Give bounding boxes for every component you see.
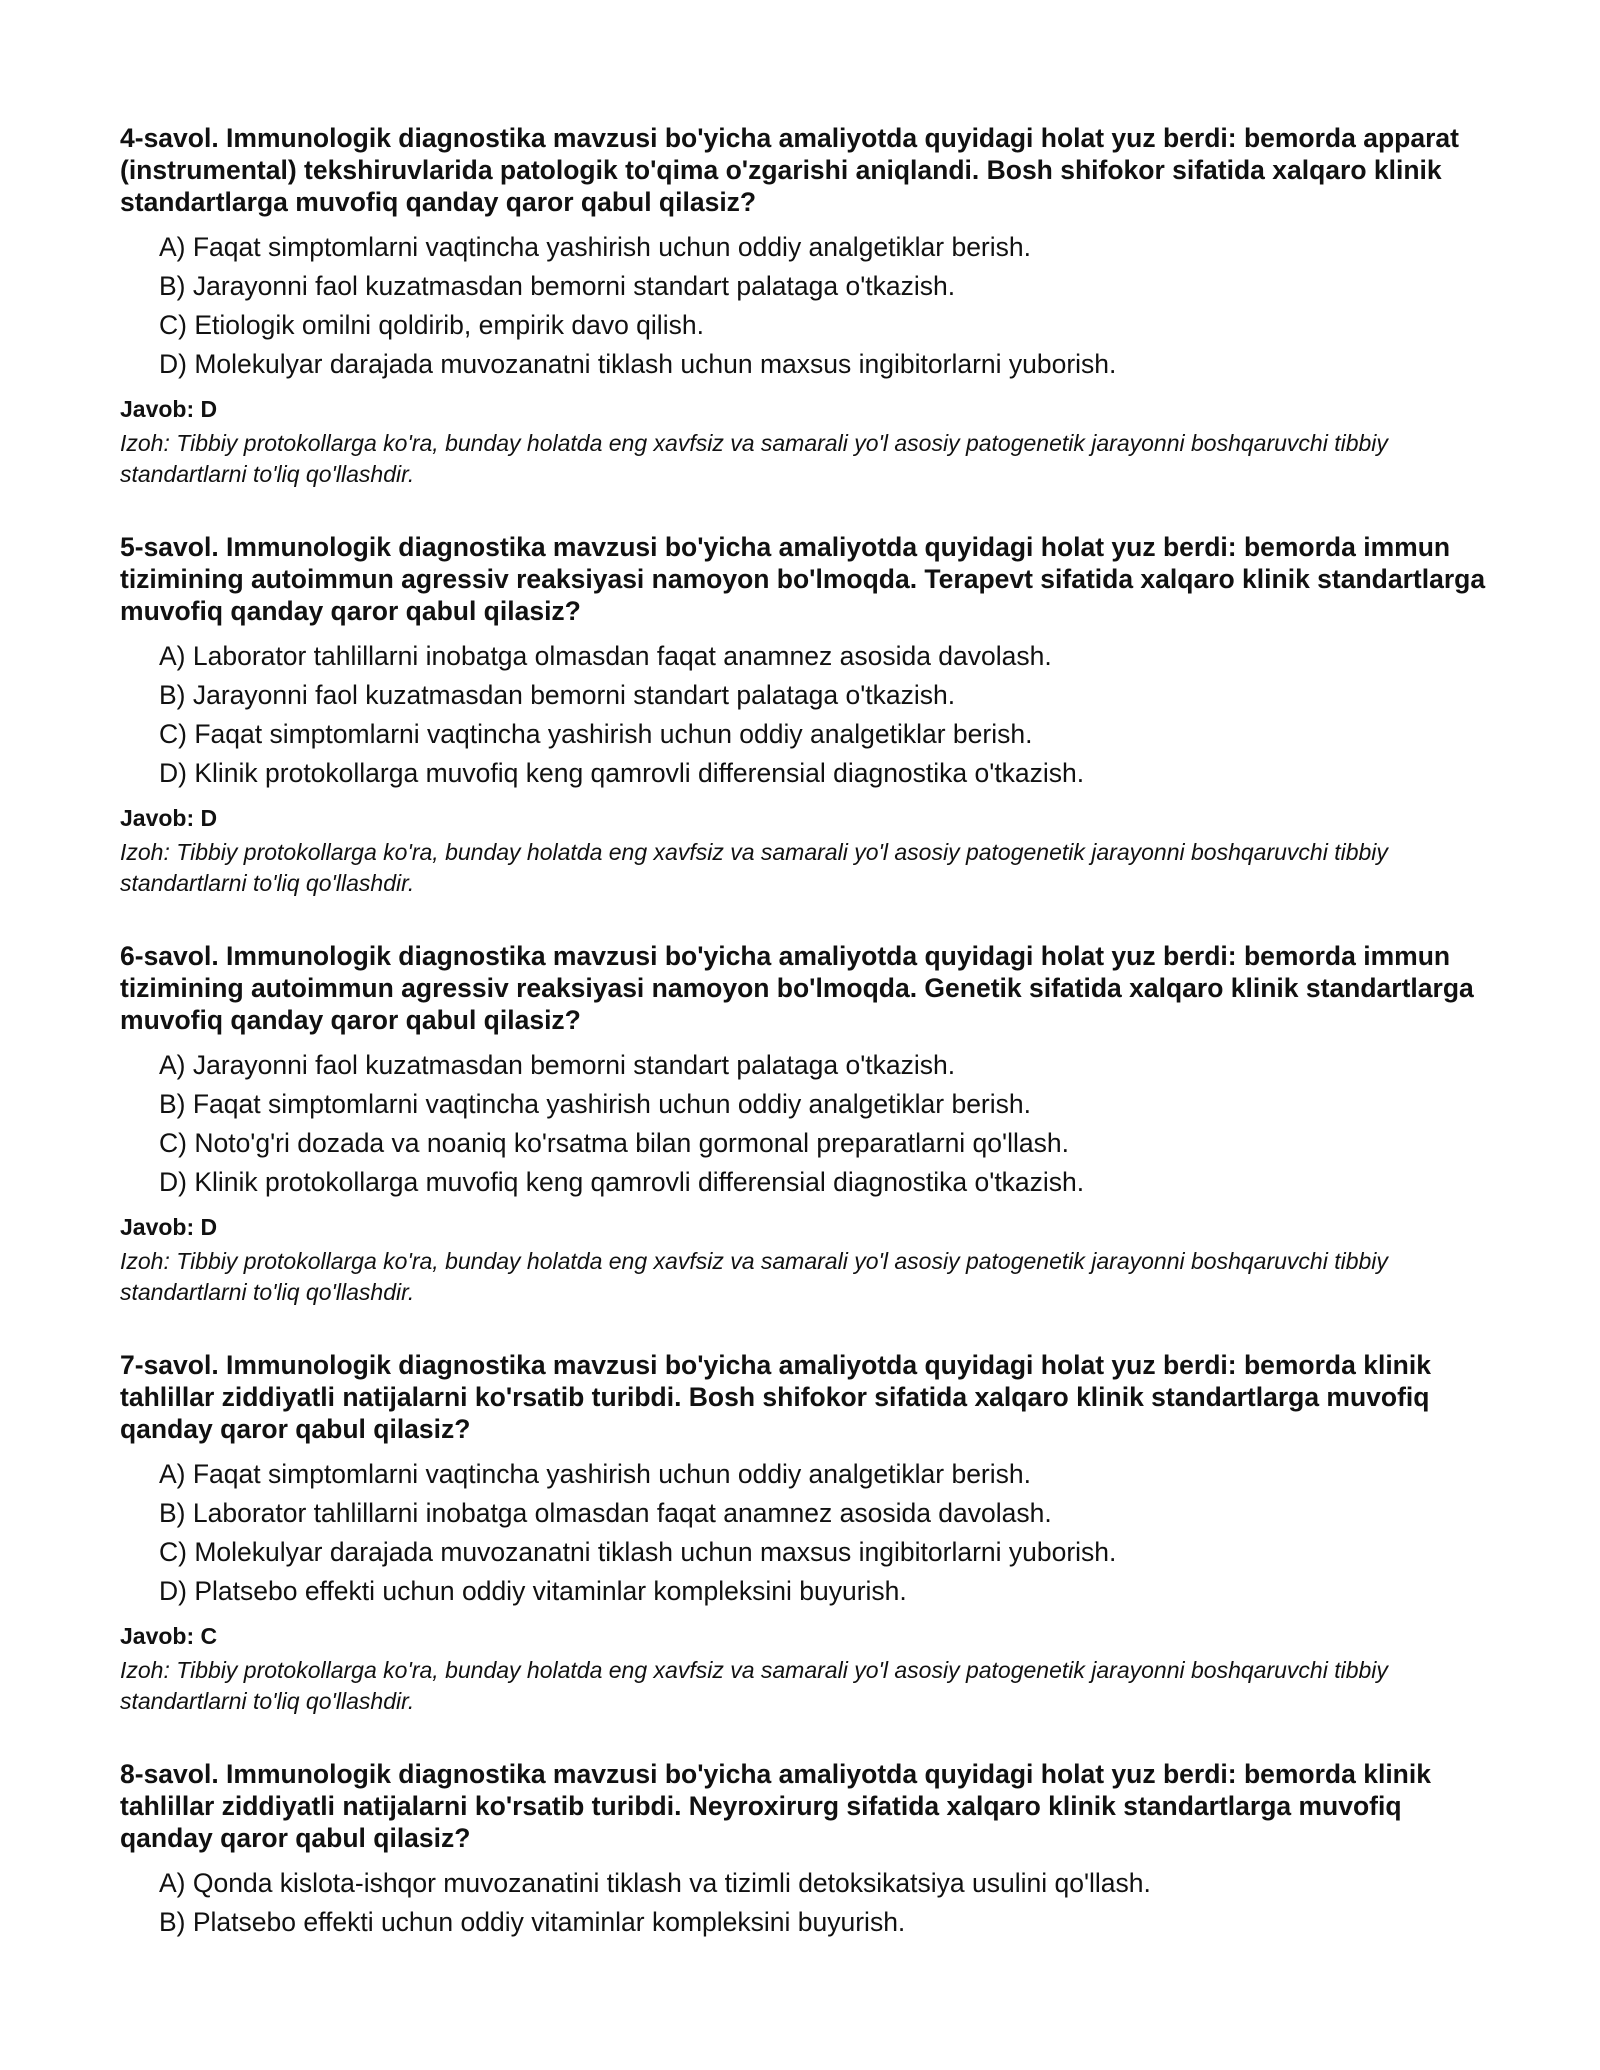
question-text: 8-savol. Immunologik diagnostika mavzusi bo'yicha amaliyotda quyidagi holat yuz berdi: bemorda klinik tahlillar ziddiyatli natijalarni ko'rsatib turibdi. Neyroxirurg sifatida xalqaro klinik standartlarga muvofiq qanday qaror qabul qilasiz? <box>120 1759 1431 1853</box>
question-text: 4-savol. Immunologik diagnostika mavzusi bo'yicha amaliyotda quyidagi holat yuz berdi: bemorda apparat (instrumental) tekshiruvlarida patologik to'qima o'zgarishi aniqlandi. Bosh shifokor sifatida xalqaro klinik standartlarga muvofiq qanday qaror qabul qilasiz? <box>120 123 1459 217</box>
option-c: C) Etiologik omilni qoldirib, empirik davo qilish. <box>159 310 704 340</box>
option-d: D) Molekulyar darajada muvozanatni tiklash uchun maxsus ingibitorlarni yuborish. <box>159 349 1117 379</box>
option-a: A) Laborator tahlillarni inobatga olmasdan faqat anamnez asosida davolash. <box>159 641 1052 671</box>
option-b: B) Platsebo effekti uchun oddiy vitaminlar kompleksini buyurish. <box>159 1907 906 1937</box>
explanation-note: Izoh: Tibbiy protokollarga ko'ra, bunday holatda eng xavfsiz va samarali yo'l asosiy patogenetik jarayonni boshqaruvchi tibbiy standartlarni to'liq qo'llashdir. <box>120 839 1388 896</box>
question-block <box>120 940 1500 1308</box>
question-text: 7-savol. Immunologik diagnostika mavzusi bo'yicha amaliyotda quyidagi holat yuz berdi: bemorda klinik tahlillar ziddiyatli natijalarni ko'rsatib turibdi. Bosh shifokor sifatida xalqaro klinik standartlarga muvofiq qanday qaror qabul qilasiz? <box>120 1350 1431 1444</box>
option-a: A) Qonda kislota-ishqor muvozanatini tiklash va tizimli detoksikatsiya usulini qo'llash. <box>159 1868 1151 1898</box>
option-d: D) Klinik protokollarga muvofiq keng qamrovli differensial diagnostika o'tkazish. <box>159 1167 1085 1197</box>
options-list <box>120 228 1500 384</box>
option-d: D) Klinik protokollarga muvofiq keng qamrovli differensial diagnostika o'tkazish. <box>159 758 1085 788</box>
answer-text: Javob: D <box>120 1214 218 1240</box>
question-block <box>120 531 1500 899</box>
option-d: D) Platsebo effekti uchun oddiy vitaminlar kompleksini buyurish. <box>159 1576 907 1606</box>
answer-text: Javob: C <box>120 1623 218 1649</box>
answer-text: Javob: D <box>120 805 218 831</box>
options-list <box>120 1046 1500 1202</box>
explanation-note: Izoh: Tibbiy protokollarga ko'ra, bunday holatda eng xavfsiz va samarali yo'l asosiy patogenetik jarayonni boshqaruvchi tibbiy standartlarni to'liq qo'llashdir. <box>120 1248 1388 1305</box>
option-a: A) Faqat simptomlarni vaqtincha yashirish uchun oddiy analgetiklar berish. <box>159 232 1031 262</box>
option-c: C) Faqat simptomlarni vaqtincha yashirish uchun oddiy analgetiklar berish. <box>159 719 1033 749</box>
option-a: A) Faqat simptomlarni vaqtincha yashirish uchun oddiy analgetiklar berish. <box>159 1459 1031 1489</box>
options-list <box>120 1864 1500 1942</box>
question-text: 5-savol. Immunologik diagnostika mavzusi bo'yicha amaliyotda quyidagi holat yuz berdi: bemorda immun tizimining autoimmun agressiv reaksiyasi namoyon bo'lmoqda. Terapevt sifatida xalqaro klinik standartlarga muvofiq qanday qaror qabul qilasiz? <box>120 532 1486 626</box>
option-b: B) Faqat simptomlarni vaqtincha yashirish uchun oddiy analgetiklar berish. <box>159 1089 1031 1119</box>
option-b: B) Laborator tahlillarni inobatga olmasdan faqat anamnez asosida davolash. <box>159 1498 1052 1528</box>
options-list <box>120 1455 1500 1611</box>
option-c: C) Molekulyar darajada muvozanatni tiklash uchun maxsus ingibitorlarni yuborish. <box>159 1537 1117 1567</box>
question-block <box>120 1758 1500 1942</box>
explanation-note: Izoh: Tibbiy protokollarga ko'ra, bunday holatda eng xavfsiz va samarali yo'l asosiy patogenetik jarayonni boshqaruvchi tibbiy standartlarni to'liq qo'llashdir. <box>120 1657 1388 1714</box>
question-text: 6-savol. Immunologik diagnostika mavzusi bo'yicha amaliyotda quyidagi holat yuz berdi: bemorda immun tizimining autoimmun agressiv reaksiyasi namoyon bo'lmoqda. Genetik sifatida xalqaro klinik standartlarga muvofiq qanday qaror qabul qilasiz? <box>120 941 1474 1035</box>
question-block <box>120 1349 1500 1717</box>
option-b: B) Jarayonni faol kuzatmasdan bemorni standart palataga o'tkazish. <box>159 271 956 301</box>
options-list <box>120 637 1500 793</box>
option-b: B) Jarayonni faol kuzatmasdan bemorni standart palataga o'tkazish. <box>159 680 956 710</box>
option-a: A) Jarayonni faol kuzatmasdan bemorni standart palataga o'tkazish. <box>159 1050 956 1080</box>
document-page <box>120 122 1500 1983</box>
answer-text: Javob: D <box>120 396 218 422</box>
option-c: C) Noto'g'ri dozada va noaniq ko'rsatma bilan gormonal preparatlarni qo'llash. <box>159 1128 1069 1158</box>
explanation-note: Izoh: Tibbiy protokollarga ko'ra, bunday holatda eng xavfsiz va samarali yo'l asosiy patogenetik jarayonni boshqaruvchi tibbiy standartlarni to'liq qo'llashdir. <box>120 430 1388 487</box>
question-block <box>120 122 1500 490</box>
